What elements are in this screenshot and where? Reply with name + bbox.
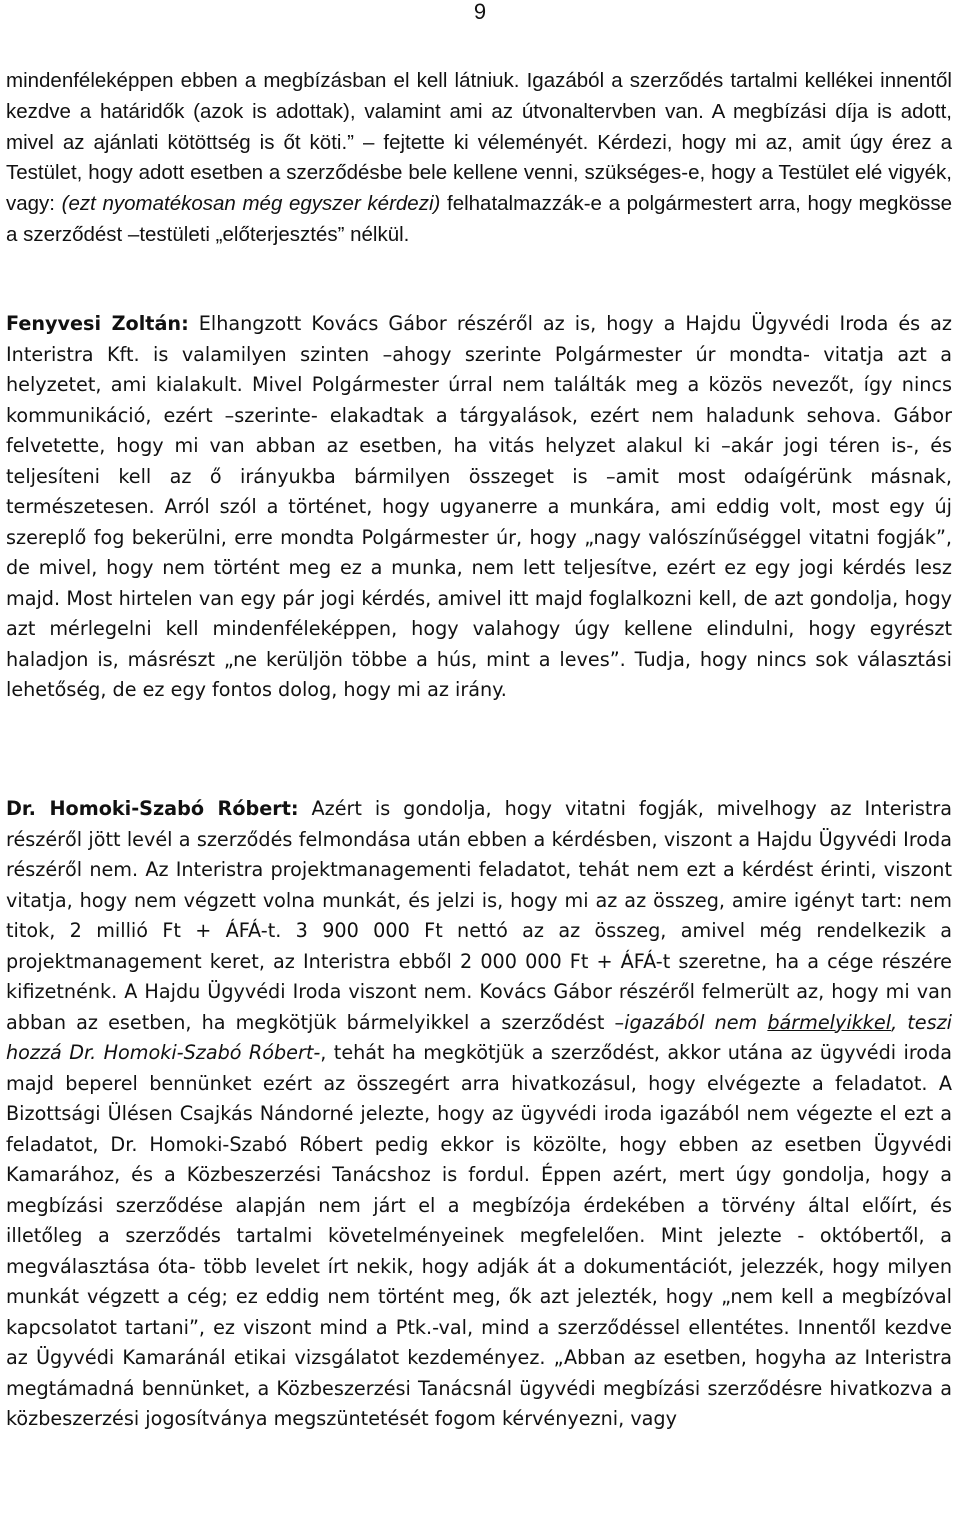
italic-remark: , teszi hozzá Dr. Homoki-Szabó Róbert- (6, 1010, 952, 1064)
speaker-name: Fenyvesi Zoltán: (6, 312, 189, 335)
paragraph-text: Elhangzott Kovács Gábor részéről az is, hogy a Hajdu Ügyvédi Iroda és az Interistra Kft. is valamilyen szinten –ahogy szerinte Polgármester úr mondta- vitatja azt a helyzetet, ami kialakult. Mivel Polgármester úrral nem találták meg a közös nevezőt, így nincs kommunikáció, ezért –szerinte- elakadtak a tárgyalások, ezért nem haladunk sehova. Gábor felvetette, hogy mi van abban az esetben, ha vitás helyzet alakul ki –akár jogi téren is-, és teljesíteni kell az ő irányukba bármilyen összeget is –amit most odaígérünk másnak, természetesen. Arról szól a történet, hogy ugyanerre a munkára, ami eddig volt, most egy új szereplő fog bekerülni, erre mondta Polgármester úr, hogy „nagy valószínűséggel vitatni fogják”, de mivel, hogy nem történt meg ez a munka, nem lett teljesítve, ezért ez egy jogi kérdés lesz majd. Most hirtelen van egy pár jogi kérdés, amivel itt majd foglalkozni kell, de azt gondolja, hogy azt mérlegelni kell mindenféleképpen, hogy valahogy úgy kellene elindulni, hogy egyrészt haladjon is, másrészt „ne kerüljön többe a hús, mint a leves”. Tudja, hogy nincs sok választási lehetőség, de ez egy fontos dolog, hogy mi az irány. (6, 312, 952, 701)
paragraph-text: , tehát ha megkötjük a szerződést, akkor utána az ügyvédi iroda majd beperel bennünket ezért az összegért arra hivatkozásul, hogy elvégezte a feladatot. A Bizottsági Ülésen Csajkás Nándorné jelezte, hogy az ügyvédi iroda igazából nem végezte el ezt a feladatot, Dr. Homoki-Szabó Róbert pedig ekkor is közölte, hogy ebben az esetben Ügyvédi Kamarához, és a Közbeszerzési Tanácshoz is fordul. Éppen azért, mert úgy gondolja, hogy a megbízási szerződése alapján nem járt el a megbízója érdekében a törvény által előírt, és illetőleg a szerződés tartalmi követelményeinek megfelelően. Mint jelezte - októbertől, a megválasztása óta- több levelet írt nekik, hogy adják át a dokumentációt, jelezzék, hogy milyen munkát végzett a cég; ez eddig nem történt meg, ők azt jelezték, hogy „nem kell a megbízóval kapcsolatot tartani”, ez viszont mind a Ptk.-val, mind a szerződéssel ellentétes. Innentől kezdve az Ügyvédi Kamaránál etikai vizsgálatot kezdeményez. „Abban az esetben, hogyha az Interistra megtámadná bennünket, a Közbeszerzési Tanácsnál ügyvédi megbízási szerződésre hivatkozva a közbeszerzési jogosítványa megszüntetését fogom kérvényezni, vagy (6, 1041, 952, 1430)
italic-remark: (ezt nyomatékosan még egyszer kérdezi) (61, 192, 441, 216)
paragraph-intro (6, 66, 952, 251)
page-number: 9 (473, 0, 487, 24)
paragraph-fenyvesi (6, 309, 952, 706)
speaker-name: Dr. Homoki-Szabó Róbert: (6, 797, 299, 820)
paragraph-text: Azért is gondolja, hogy vitatni fogják, mivelhogy az Interistra részéről jött levél a szerződés felmondása után ebben a kérdésben, viszont a Hajdu Ügyvédi Iroda részéről nem. Az Interistra projektmanagementi feladatot, tehát nem ezt a kérdést érinti, viszont vitatja, hogy nem végzett volna munkát, és jelzi is, hogy mi az az összeg, amire igényt tart: nem titok, 2 millió Ft + ÁFÁ-t. 3 900 000 Ft nettó az az összeg, amivel még rendelkezik a projektmanagement keret, az Interistra ebből 2 000 000 Ft + ÁFÁ-t szeretne, ha a cége részére kifizetnénk. A Hajdu Ügyvédi Iroda viszont nem. Kovács Gábor részéről felmerült az, hogy mi van abban az esetben, ha megkötjük bármelyikkel a szerződést – (6, 797, 952, 1034)
paragraph-text: mindenféleképpen ebben a megbízásban el kell látniuk. Igazából a szerződés tartalmi kellékei innentől kezdve a határidők (azok is adottak), valamint ami az útvonaltervben van. A megbízási díja is adott, mivel az ajánlati kötöttség is őt köti.” – fejtette ki véleményét. Kérdezi, hogy mi az, amit úgy érez a Testület, hogy adott esetben a szerződésbe bele kellene venni, szükséges-e, hogy a Testület elé vigyék, vagy: (6, 69, 952, 216)
italic-remark: igazából nem (624, 1010, 768, 1034)
paragraph-homoki-szabo (6, 794, 952, 1435)
italic-underlined-word: bármelyikkel (767, 1010, 892, 1034)
paragraph-text: felhatalmazzák-e a polgármestert arra, hogy megkösse a szerződést –testületi „előterjesztés” nélkül. (6, 192, 952, 246)
